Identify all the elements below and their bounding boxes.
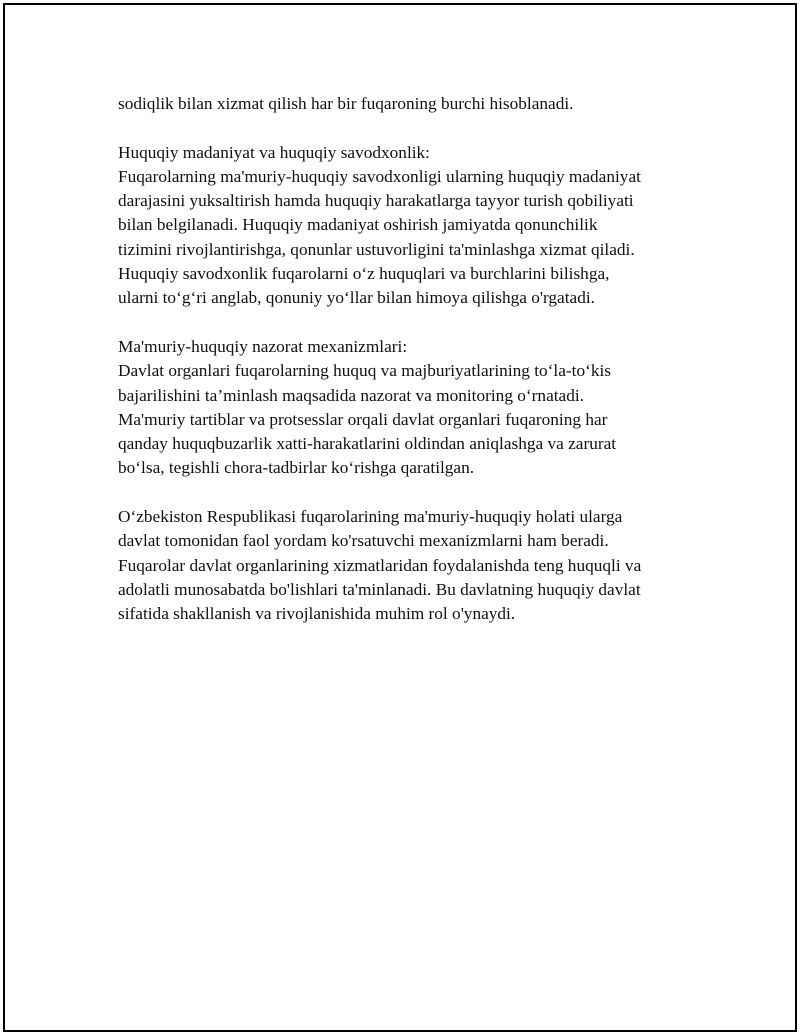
text-line: tizimini rivojlantirishga, qonunlar ustuvorligini ta'minlashga xizmat qiladi. <box>118 239 635 259</box>
document-body <box>118 92 718 627</box>
text-line: adolatli munosabatda bo'lishlari ta'minlanadi. Bu davlatning huquqiy davlat <box>118 579 641 599</box>
text-line: qanday huquqbuzarlik xatti-harakatlarini oldindan aniqlashga va zarurat <box>118 434 617 454</box>
section-heading: Ma'muriy-huquqiy nazorat mexanizmlari: <box>118 336 408 356</box>
text-line: Fuqarolar davlat organlarining xizmatlaridan foydalanishda teng huquqli va <box>118 555 642 575</box>
text-line: Huquqiy savodxonlik fuqarolarni o‘z huquqlari va burchlarini bilishga, <box>118 264 610 284</box>
text-line: sodiqlik bilan xizmat qilish har bir fuqaroning burchi hisoblanadi. <box>118 94 574 113</box>
paragraph-conclusion <box>118 505 718 626</box>
paragraph-control-mechanisms <box>118 335 718 481</box>
text-line: davlat tomonidan faol yordam ko'rsatuvchi mexanizmlarni ham beradi. <box>118 531 609 551</box>
text-line: sifatida shakllanish va rivojlanishida muhim rol o'ynaydi. <box>118 604 516 624</box>
text-line: bajarilishini ta’minlash maqsadida nazorat va monitoring o‘rnatadi. <box>118 385 584 405</box>
paragraph-spacer <box>118 481 718 505</box>
text-line: bilan belgilanadi. Huquqiy madaniyat oshirish jamiyatda qonunchilik <box>118 215 598 235</box>
text-line: Davlat organlari fuqarolarning huquq va majburiyatlarining to‘la-to‘kis <box>118 361 612 381</box>
paragraph-legal-culture <box>118 141 718 311</box>
paragraph-spacer <box>118 311 718 335</box>
paragraph-spacer <box>118 116 718 140</box>
text-line: O‘zbekiston Respublikasi fuqarolarining ma'muriy-huquqiy holati ularga <box>118 507 623 527</box>
section-heading: Huquqiy madaniyat va huquqiy savodxonlik: <box>118 142 430 162</box>
text-line: Ma'muriy tartiblar va protsesslar orqali davlat organlari fuqaroning har <box>118 409 608 429</box>
text-line: darajasini yuksaltirish hamda huquqiy harakatlarga tayyor turish qobiliyati <box>118 191 634 211</box>
text-line: ularni to‘g‘ri anglab, qonuniy yo‘llar bilan himoya qilishga o'rgatadi. <box>118 288 595 308</box>
text-line: bo‘lsa, tegishli chora-tadbirlar ko‘rishga qaratilgan. <box>118 458 475 478</box>
text-line: Fuqarolarning ma'muriy-huquqiy savodxonligi ularning huquqiy madaniyat <box>118 166 641 186</box>
paragraph-intro <box>118 92 718 116</box>
